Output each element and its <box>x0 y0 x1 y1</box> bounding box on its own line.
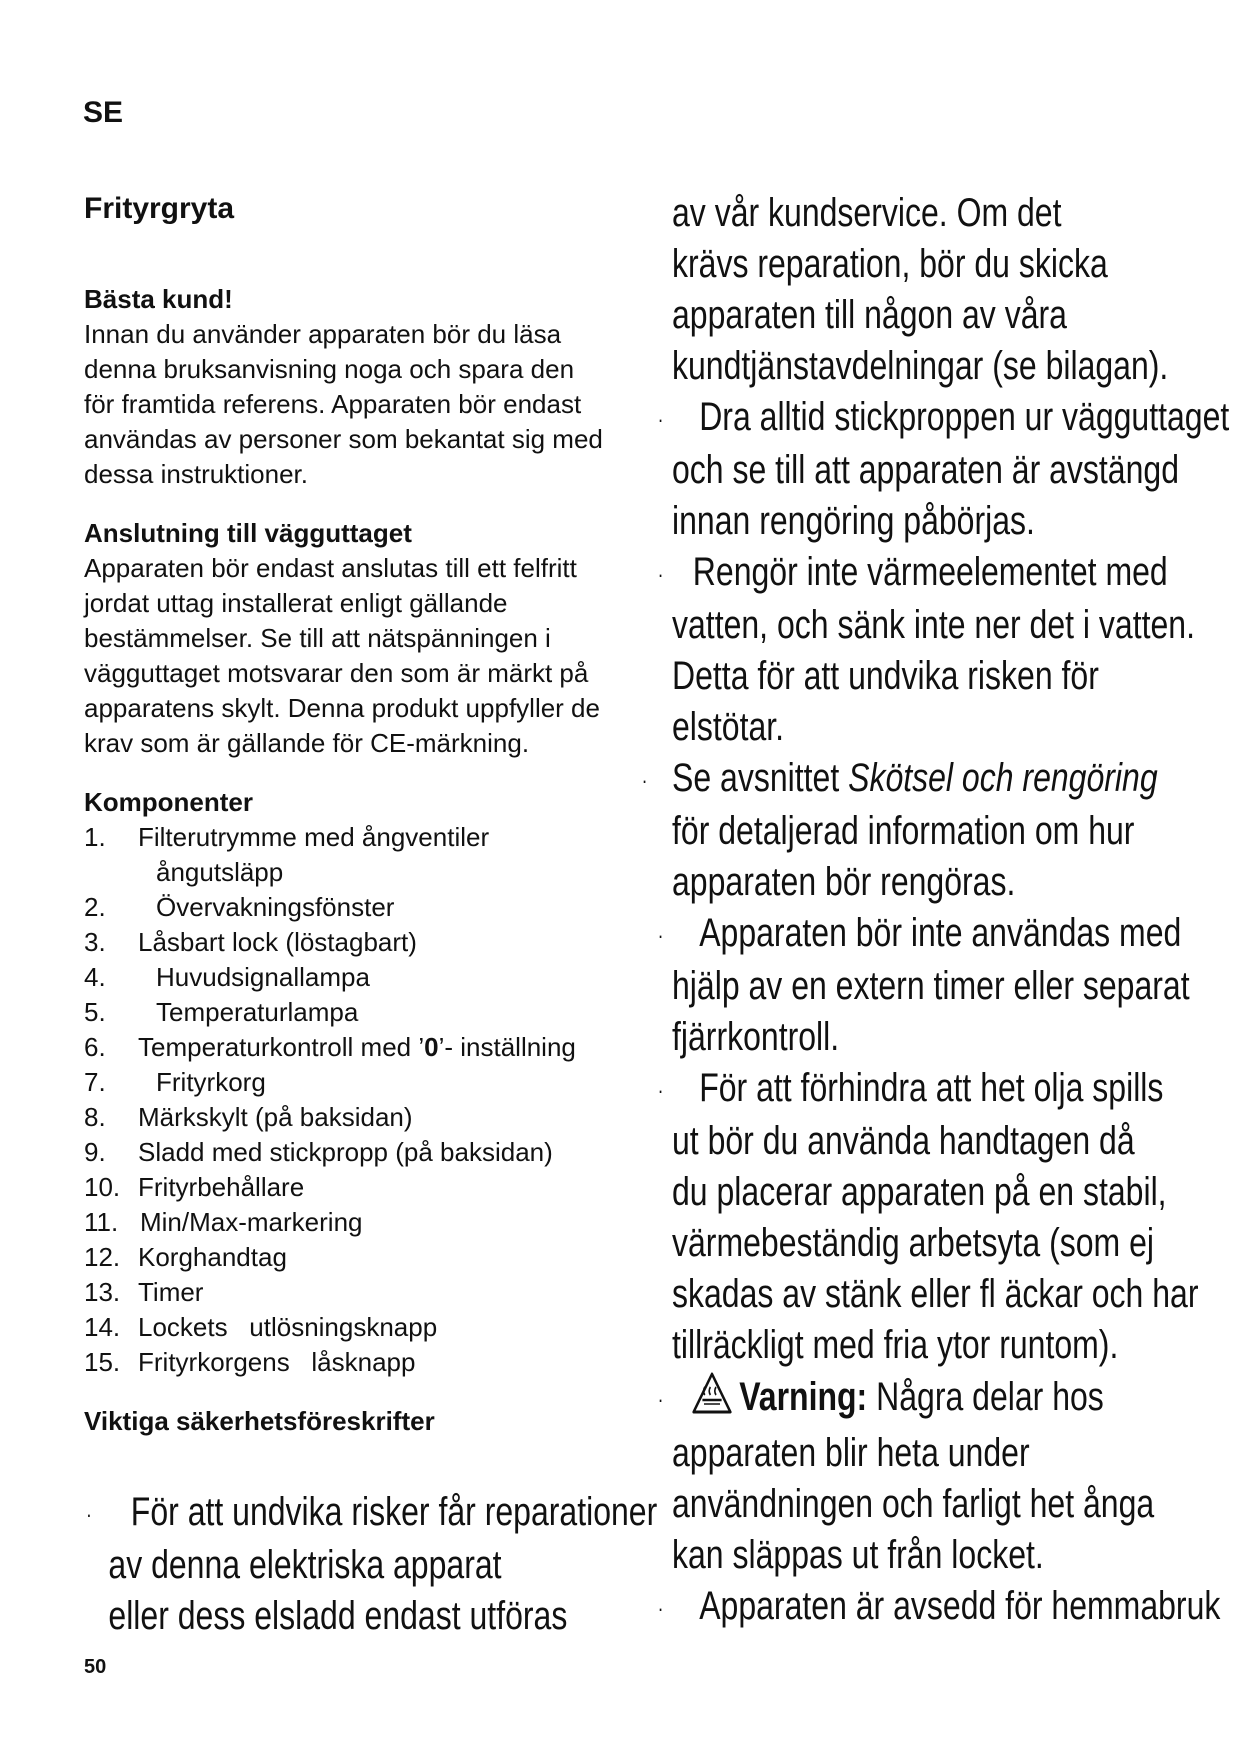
text-line: fjärrkontroll. <box>672 1014 840 1059</box>
document-title: Frityrgryta <box>84 192 235 225</box>
item-number: 9. <box>84 1137 106 1167</box>
item-number: 13. <box>84 1277 121 1307</box>
item-number: 5. <box>84 997 106 1027</box>
text-line: krav som är gällande för CE-märkning. <box>84 728 530 758</box>
intro-heading: Bästa kund! <box>84 284 233 314</box>
text-line: ut bör du använda handtagen då <box>672 1118 1135 1163</box>
connection-heading: Anslutning till vägguttaget <box>84 518 412 548</box>
bullet-icon: · <box>657 1595 664 1621</box>
text-line: värmebeständig arbetsyta (som ej <box>672 1220 1154 1265</box>
text-line: bestämmelser. Se till att nätspänningen i <box>84 623 551 653</box>
item-number <box>84 855 138 890</box>
text-line: användningen och farligt het ånga <box>672 1481 1155 1526</box>
list-item <box>84 960 644 995</box>
text-line: Apparaten bör inte användas med <box>699 910 1182 955</box>
text-line: Några delar hos <box>867 1374 1104 1419</box>
list-item <box>84 1205 644 1240</box>
page-number: 50 <box>84 1656 107 1678</box>
item-text: Korghandtag <box>138 1242 287 1272</box>
text-line: vatten, och sänk inte ner det i vatten. <box>672 602 1195 647</box>
item-text: Timer <box>138 1277 204 1307</box>
list-item <box>84 1065 644 1100</box>
item-number: 3. <box>84 927 106 957</box>
text-line: apparaten bör rengöras. <box>672 859 1016 904</box>
item-text: Filterutrymme med ångventiler <box>138 822 490 852</box>
text-line: av denna elektriska apparat <box>108 1542 502 1587</box>
hot-surface-warning-icon <box>691 1371 733 1428</box>
item-number: 8. <box>84 1102 106 1132</box>
item-text-bold: 0 <box>424 1032 439 1062</box>
left-column <box>84 192 644 1439</box>
text-line: För att förhindra att het olja spills <box>699 1065 1164 1110</box>
text-line: hjälp av en extern timer eller separat <box>672 963 1190 1008</box>
text-line: Dra alltid stickproppen ur vägguttaget <box>699 395 1230 439</box>
safety-heading: Viktiga säkerhetsföreskrifter <box>84 1406 435 1436</box>
safety-left-block <box>86 1487 658 1642</box>
text-line: för detaljerad information om hur <box>672 808 1135 853</box>
text-line: eller dess elsladd endast utföras <box>108 1593 568 1638</box>
item-number: 2. <box>84 892 106 922</box>
list-item <box>84 925 644 960</box>
item-number: 4. <box>84 962 106 992</box>
text-line: och se till att apparaten är avstängd <box>672 447 1179 492</box>
bullet-icon: · <box>657 922 664 948</box>
item-number: 7. <box>84 1067 106 1097</box>
item-number: 12. <box>84 1242 121 1272</box>
text-line: apparatens skylt. Denna produkt uppfyller de <box>84 693 600 723</box>
text-line: apparaten blir heta under <box>672 1430 1030 1475</box>
text-line: apparaten till någon av våra <box>672 293 1067 337</box>
bullet-line <box>642 753 1232 806</box>
bullet-line <box>658 1063 1232 1116</box>
text-line: Apparaten bör endast anslutas till ett felfritt <box>84 553 577 583</box>
warning-label: Varning: <box>739 1374 868 1419</box>
list-item <box>84 890 644 925</box>
item-text: Lockets utlösningsknapp <box>138 1312 438 1342</box>
text-italic: Skötsel och rengöring <box>848 755 1158 800</box>
text-line: vägguttaget motsvarar den som är märkt på <box>84 658 589 688</box>
bullet-icon: · <box>657 406 664 432</box>
connection-paragraph <box>84 551 644 761</box>
bullet-line <box>86 1487 658 1540</box>
text-line: dessa instruktioner. <box>84 459 309 489</box>
list-item <box>84 1100 644 1135</box>
text-line: För att undvika risker får reparationer <box>130 1490 658 1534</box>
item-number: 6. <box>84 1032 106 1062</box>
bullet-line <box>658 1581 1232 1634</box>
item-number: 15. <box>84 1347 121 1377</box>
components-heading: Komponenter <box>84 787 253 817</box>
bullet-icon: · <box>657 1386 664 1412</box>
list-item <box>84 1345 644 1380</box>
text-line: du placerar apparaten på en stabil, <box>672 1169 1167 1214</box>
item-text: Min/Max-markering <box>140 1207 363 1237</box>
item-text <box>138 1030 576 1065</box>
text-line: innan rengöring påbörjas. <box>672 498 1035 543</box>
bullet-icon: · <box>657 1077 664 1103</box>
item-text: Låsbart lock (löstagbart) <box>138 927 417 957</box>
item-text-post: ’- inställning <box>438 1032 576 1062</box>
intro-paragraph <box>84 317 644 492</box>
item-number: 14. <box>84 1312 121 1342</box>
text-line: för framtida referens. Apparaten bör endast <box>84 389 582 419</box>
bullet-icon: · <box>641 767 648 793</box>
text-line: användas av personer som bekantat sig med <box>84 424 603 454</box>
text-line: denna bruksanvisning noga och spara den <box>84 354 575 384</box>
list-item <box>84 1275 644 1310</box>
item-text: Övervakningsfönster <box>156 892 395 922</box>
item-number: 11. <box>84 1207 119 1237</box>
list-item <box>84 1170 644 1205</box>
item-number: 1. <box>84 822 106 852</box>
item-number: 10. <box>84 1172 121 1202</box>
item-text-pre: Temperaturkontroll med ’ <box>138 1032 425 1062</box>
text-line: Apparaten är avsedd för hemmabruk <box>699 1583 1221 1628</box>
item-text: Frityrkorgens låsknapp <box>138 1347 416 1377</box>
bullet-line <box>658 392 1232 445</box>
text-line: Rengör inte värmeelementet med <box>692 549 1168 594</box>
bullet-line <box>658 547 1232 600</box>
text-line: jordat uttag installerat enligt gällande <box>84 588 508 618</box>
text-line: kundtjänstavdelningar (se bilagan). <box>672 344 1169 388</box>
item-text: Sladd med stickpropp (på baksidan) <box>138 1137 553 1167</box>
list-item <box>84 820 644 855</box>
list-item <box>84 1030 644 1065</box>
text-line: Innan du använder apparaten bör du läsa <box>84 319 562 349</box>
list-item <box>84 855 644 890</box>
bullet-icon: · <box>657 561 664 587</box>
right-column <box>641 188 1232 1634</box>
list-item <box>84 1240 644 1275</box>
text-line: elstötar. <box>672 704 785 749</box>
text-line: krävs reparation, bör du skicka <box>672 242 1108 286</box>
text-line: Detta för att undvika risken för <box>672 653 1099 698</box>
text-line: Se avsnittet <box>672 755 849 800</box>
text-line: skadas av stänk eller fl äckar och har <box>672 1271 1199 1316</box>
item-text: Frityrbehållare <box>138 1172 305 1202</box>
list-item <box>84 1135 644 1170</box>
text-line: av vår kundservice. Om det <box>672 191 1062 235</box>
item-text: ångutsläpp <box>156 857 284 887</box>
bullet-line <box>658 908 1232 961</box>
text-line: kan släppas ut från locket. <box>672 1532 1044 1577</box>
language-code: SE <box>83 96 124 129</box>
text-line: tillräckligt med fria ytor runtom). <box>672 1322 1119 1367</box>
list-item <box>84 995 644 1030</box>
components-list <box>84 820 644 1380</box>
item-text: Temperaturlampa <box>156 997 359 1027</box>
list-item <box>84 1310 644 1345</box>
item-text: Märkskylt (på baksidan) <box>138 1102 413 1132</box>
bullet-line <box>658 1371 1232 1428</box>
item-text: Huvudsignallampa <box>156 962 370 992</box>
bullet-icon: · <box>86 1501 92 1527</box>
item-text: Frityrkorg <box>156 1067 266 1097</box>
